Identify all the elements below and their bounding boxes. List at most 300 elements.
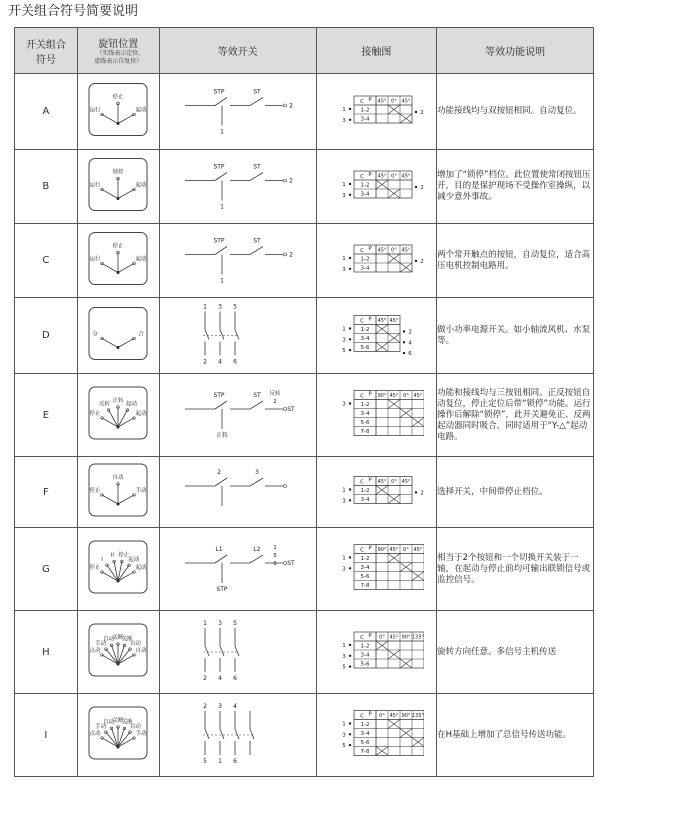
terminal-dot: [403, 330, 405, 332]
function-description: 增加了“锁停”档位。此位置使常闭按钮压开，目的是保护现场不受操作室操纵，以减少意外事故。: [437, 150, 594, 224]
pair-label: 3-4: [360, 265, 370, 272]
pair-label: 3-4: [360, 731, 370, 737]
angle-label: 90°: [377, 393, 387, 399]
contact-diagram: [328, 528, 424, 606]
switch-label: 2: [272, 399, 277, 405]
pair-label: 1-2: [360, 182, 370, 189]
knob-label: 起动: [135, 256, 147, 263]
terminal-dot: [349, 556, 351, 558]
knob-label: 停止: [112, 94, 124, 101]
knob-label: 起动: [135, 411, 147, 418]
terminal-dot: [349, 567, 351, 569]
pair-label: 1-2: [360, 488, 370, 494]
terminal-label: 5: [342, 743, 347, 750]
knob-diagram: [85, 457, 151, 523]
angle-label: 0°: [403, 393, 410, 399]
contact-blade: [220, 646, 224, 656]
contact-diagram: [328, 150, 424, 219]
terminal-label: 2: [408, 329, 413, 336]
knob-arm: [118, 649, 130, 664]
knob-arm: [106, 649, 118, 664]
angle-label: 45°: [377, 247, 387, 254]
grid-corner-label: C: [360, 99, 365, 105]
switch-blade: [215, 247, 227, 255]
terminal-label: ST: [286, 560, 295, 567]
knob-stop: [101, 654, 104, 657]
equiv-switch-diagram: [175, 374, 301, 452]
grid-corner-label: C: [360, 248, 365, 254]
switch-blade: [250, 555, 263, 563]
knob-arm: [118, 338, 134, 347]
equiv-switch-diagram: [175, 694, 301, 772]
pair-label: 1-2: [360, 643, 370, 650]
equiv-switch-cell: [159, 374, 316, 457]
equiv-switch-diagram: [175, 224, 301, 293]
switch-label: ST: [252, 237, 261, 245]
terminal-dot: [349, 665, 351, 667]
knob-label: 停止: [89, 488, 101, 495]
equiv-switch-diagram: [175, 457, 301, 523]
pair-label: 3-4: [360, 191, 370, 198]
pair-label: 3-4: [360, 565, 370, 571]
terminal-dot: [415, 260, 417, 262]
grid-corner-label: P: [368, 172, 373, 178]
knob-label: 停止: [118, 552, 130, 559]
terminal-label: 1: [342, 555, 347, 562]
pair-label: 5-6: [360, 345, 370, 351]
knob-label: 关断: [112, 635, 124, 641]
row-symbol: D: [15, 298, 78, 374]
switch-label: 反转: [269, 391, 281, 397]
switch-label: ST: [252, 392, 261, 399]
terminal-label: 5: [202, 758, 207, 765]
function-description: 在H基础上增加了总信号传送功能。: [437, 694, 594, 777]
contact-cell: [316, 224, 437, 298]
terminal-label: 3: [342, 566, 347, 573]
knob-label: 点动: [89, 648, 101, 655]
knob-label: 起动: [126, 401, 138, 408]
knob-arm: [102, 338, 118, 347]
angle-label: 90°: [401, 634, 411, 641]
switch-label: 3: [254, 469, 259, 476]
table-row: [15, 528, 594, 611]
knob-stop: [133, 337, 136, 340]
terminal-label: 1: [342, 487, 347, 494]
terminal-dot: [349, 722, 351, 724]
switch-blade: [215, 478, 227, 486]
terminal-dot: [403, 341, 405, 343]
knob-label: 起动: [135, 565, 147, 572]
equiv-switch-cell: [159, 150, 316, 224]
knob-label: 合: [138, 331, 144, 338]
knob-diagram: [85, 374, 151, 452]
knob-label: 运行: [89, 107, 101, 114]
angle-label: 90°: [401, 713, 411, 719]
terminal: [283, 253, 286, 256]
switch-label: STP: [213, 163, 225, 171]
contact-diagram: [328, 374, 424, 452]
terminal-label: 3: [217, 703, 222, 710]
table-row: [15, 150, 594, 224]
knob-label: I: [101, 557, 104, 564]
knob-diagram: [85, 694, 151, 772]
terminal-label: 5: [342, 348, 347, 355]
grid-corner-label: P: [368, 711, 373, 718]
switch-label: ST: [252, 163, 261, 171]
contact-blade: [205, 646, 209, 656]
table-row: [15, 298, 594, 374]
terminal-label: 4: [408, 340, 413, 347]
row-symbol: B: [15, 150, 78, 224]
contact-cell: [316, 611, 437, 694]
pair-label: 3-4: [360, 116, 370, 123]
knob-diagram: [85, 611, 151, 689]
terminal-label: 1: [217, 758, 222, 765]
terminal-dot: [349, 733, 351, 735]
contact-cell: [316, 457, 437, 528]
terminal-label: 4: [217, 358, 222, 366]
contact-blade: [205, 330, 209, 340]
pair-label: 5-6: [360, 661, 370, 668]
angle-label: 45°: [401, 247, 411, 254]
terminal-label: 3: [342, 117, 347, 124]
contact-blade: [250, 729, 254, 739]
equiv-switch-cell: [159, 298, 316, 374]
pair-label: 5-6: [360, 740, 370, 746]
terminal-label: 1: [219, 128, 224, 136]
angle-label: 45°: [389, 634, 399, 641]
knob-label: 关断: [122, 719, 134, 726]
knob-arm: [118, 114, 134, 123]
terminal-dot: [349, 349, 351, 351]
row-symbol: F: [15, 457, 78, 528]
knob-arm: [102, 572, 118, 581]
terminal-dot: [415, 491, 417, 493]
terminal-label: 6: [232, 758, 237, 765]
terminal-label: 1: [342, 256, 347, 262]
angle-label: 45°: [389, 713, 399, 719]
knob-label: II: [110, 552, 115, 559]
angle-label: 45°: [377, 98, 387, 105]
equiv-switch-cell: [159, 74, 316, 150]
terminal-label: 1: [219, 203, 224, 211]
knob-label: 起动: [128, 557, 140, 564]
grid-corner-label: C: [360, 174, 365, 180]
contact-cell: [316, 74, 437, 150]
knob-label: 自动: [135, 648, 147, 655]
knob-diagram: [85, 74, 151, 145]
grid-corner-label: P: [368, 545, 373, 552]
knob-stop: [106, 564, 109, 567]
pair-label: 1-2: [360, 327, 370, 333]
terminal-dot: [349, 499, 351, 501]
knob-diagram: [85, 224, 151, 293]
switch-label: STP: [213, 237, 225, 245]
switch-blade: [215, 173, 227, 181]
knob-label: 手动: [135, 488, 147, 495]
terminal-label: 正转: [215, 432, 228, 439]
grid-corner-label: P: [368, 633, 373, 639]
contact-cell: [316, 298, 437, 374]
grid-corner-label: P: [368, 97, 373, 103]
pair-label: 5-6: [360, 420, 370, 426]
switch-blade: [250, 173, 263, 181]
angle-label: 45°: [389, 318, 399, 324]
knob-cell: [77, 150, 159, 224]
knob-stop: [101, 417, 104, 420]
terminal-dot: [349, 108, 351, 110]
knob-label: 自动: [103, 719, 115, 726]
pair-label: 3-4: [360, 652, 370, 659]
terminal-label: 1: [342, 326, 347, 333]
contact-diagram: [328, 694, 424, 772]
knob-label: 分: [92, 331, 98, 338]
knob-label: 反转: [99, 401, 111, 408]
page-title: 开关组合符号简要说明: [8, 4, 139, 19]
contact-blade: [220, 729, 224, 739]
terminal-dot: [349, 744, 351, 746]
knob-diagram: [85, 298, 151, 369]
knob-arm: [118, 732, 130, 747]
table-row: [15, 74, 594, 150]
switch-blade: [250, 478, 263, 486]
contact-diagram: [328, 457, 424, 523]
switch-label: 5: [272, 553, 277, 559]
terminal-label: 1: [342, 643, 347, 649]
angle-label: 0°: [379, 634, 386, 641]
terminal-label: 2: [202, 358, 207, 366]
pair-label: 1-2: [360, 402, 370, 408]
angle-label: 45°: [377, 479, 387, 485]
contact-diagram: [328, 298, 424, 369]
pair-label: 3-4: [360, 411, 370, 417]
angle-label: 0°: [403, 547, 410, 553]
contact-cell: [316, 374, 437, 457]
terminal-label: 3: [217, 620, 222, 627]
knob-diagram: [85, 528, 151, 606]
knob-arm: [118, 263, 134, 272]
equiv-switch-cell: [159, 224, 316, 298]
grid-corner-label: P: [368, 477, 373, 484]
pair-label: 1-2: [360, 256, 370, 263]
knob-stop: [101, 337, 104, 340]
knob-stop: [105, 731, 108, 734]
angle-label: 0°: [391, 479, 398, 485]
switch-label: STP: [213, 392, 225, 399]
knob-cell: [77, 298, 159, 374]
terminal-dot: [349, 402, 351, 404]
terminal: [283, 104, 286, 107]
terminal-label: 1: [202, 620, 207, 627]
pair-label: 7-8: [360, 429, 370, 435]
row-symbol: C: [15, 224, 78, 298]
knob-label: 关断: [122, 636, 134, 643]
knob-stop: [129, 648, 132, 651]
knob-cell: [77, 611, 159, 694]
angle-label: 0°: [391, 98, 398, 105]
terminal-label: 4: [232, 703, 237, 710]
terminal-dot: [349, 655, 351, 657]
switch-label: L2: [253, 546, 261, 553]
terminal-label: 2: [420, 185, 425, 191]
knob-arm: [102, 263, 118, 272]
knob-label: 自动: [130, 724, 142, 731]
equiv-switch-cell: [159, 694, 316, 777]
knob-stop: [129, 731, 132, 734]
switch-blade: [215, 401, 227, 409]
table-row: [15, 694, 594, 777]
grid-corner-label: P: [368, 316, 373, 323]
angle-label: 45°: [389, 547, 399, 553]
grid-corner-label: C: [360, 393, 365, 400]
contact-blade: [235, 646, 239, 656]
function-description: 做小功率电源开关。如小轴流风机、水泵等。: [437, 298, 594, 374]
terminal-label: 3: [342, 732, 347, 739]
function-description: 两个常开触点的按钮，自动复位，适合高压电机控制电路用。: [437, 224, 594, 298]
equiv-switch-diagram: [175, 150, 301, 219]
knob-label: 起动: [135, 107, 147, 114]
function-description: 功能接线均与双按钮相同。自动复位。: [437, 74, 594, 150]
terminal-dot: [349, 194, 351, 196]
angle-label: 45°: [389, 393, 399, 399]
angle-label: 135°: [412, 634, 425, 641]
table-row: [15, 457, 594, 528]
table-row: [15, 611, 594, 694]
header-contact: 接触图: [316, 28, 437, 74]
equiv-switch-cell: [159, 611, 316, 694]
equiv-switch-cell: [159, 528, 316, 611]
knob-cell: [77, 457, 159, 528]
contact-blade: [220, 330, 224, 340]
knob-cell: [77, 528, 159, 611]
terminal-label: 5: [232, 620, 237, 627]
angle-label: 135°: [412, 713, 425, 719]
terminal-label: 2: [288, 251, 293, 259]
terminal-label: 3: [342, 498, 347, 505]
terminal-dot: [349, 183, 351, 185]
equiv-switch-diagram: [175, 298, 301, 369]
terminal-label: 6: [232, 675, 237, 682]
knob-cell: [77, 74, 159, 150]
header-equiv-switch: 等效开关: [159, 28, 316, 74]
terminal-label: 3: [217, 303, 222, 311]
terminal-label: 1: [342, 721, 347, 728]
knob-label: 运行: [89, 182, 101, 189]
pair-label: 5-6: [360, 574, 370, 580]
terminal-dot: [403, 352, 405, 354]
row-symbol: I: [15, 694, 78, 777]
switch-label: 6: [272, 561, 277, 567]
terminal-label: 2: [288, 102, 293, 110]
grid-corner-label: C: [360, 547, 365, 554]
pair-label: 1-2: [360, 556, 370, 562]
contact-blade: [235, 330, 239, 340]
equiv-switch-cell: [159, 457, 316, 528]
terminal-label: 1: [219, 277, 224, 285]
terminal-label: 3: [342, 192, 347, 199]
contact-diagram: [328, 74, 424, 145]
equiv-switch-diagram: [175, 528, 301, 606]
header-symbol: 开关组合 符号: [15, 28, 78, 74]
grid-corner-label: C: [360, 479, 365, 486]
grid-corner-label: C: [360, 318, 365, 325]
angle-label: 45°: [377, 318, 387, 324]
contact-diagram: [328, 224, 424, 293]
knob-cell: [77, 374, 159, 457]
switch-label: 1: [272, 545, 277, 551]
knob-arm: [102, 495, 118, 504]
equiv-switch-diagram: [175, 611, 301, 689]
knob-label: 停止: [89, 411, 101, 418]
terminal-dot: [349, 257, 351, 259]
terminal-dot: [349, 327, 351, 329]
switch-label: 2: [216, 469, 221, 476]
knob-label: 锁停: [112, 169, 124, 176]
switch-label: ST: [252, 88, 261, 96]
knob-arm: [118, 572, 134, 581]
angle-label: 45°: [401, 173, 411, 180]
angle-label: 90°: [377, 547, 387, 553]
terminal-dot: [349, 268, 351, 270]
knob-cell: [77, 224, 159, 298]
terminal-dot: [349, 644, 351, 646]
knob-label: 点动: [89, 731, 101, 738]
angle-label: 45°: [413, 393, 423, 399]
table-row: [15, 374, 594, 457]
terminal-dot: [415, 186, 417, 188]
terminal: [283, 408, 286, 411]
contact-diagram: [328, 611, 424, 689]
contact-blade: [235, 729, 239, 739]
knob-label: 手动: [95, 724, 107, 731]
function-description: 功能和接线均与三按钮相同。正反按钮自动复位，停止定位后带“锁停”功能。运行操作后解除“锁停”，此开关避免正、反两起动器同时吸合。同时适用于“Y-△”起动电路。: [437, 374, 594, 457]
function-description: 旋转方向任意。多信号主机传送: [437, 611, 594, 694]
pair-label: 1-2: [360, 722, 370, 728]
knob-label: 停止: [89, 565, 101, 572]
knob-arm: [106, 732, 118, 747]
knob-stop: [101, 262, 104, 265]
knob-label: 运行: [89, 256, 101, 263]
row-symbol: E: [15, 374, 78, 457]
knob-label: 关断: [112, 718, 124, 724]
row-symbol: H: [15, 611, 78, 694]
terminal-label: STP: [216, 586, 228, 593]
knob-arm: [118, 495, 134, 504]
contact-cell: [316, 528, 437, 611]
header-row: [15, 28, 594, 74]
symbol-table: [14, 27, 594, 777]
contact-cell: [316, 150, 437, 224]
knob-stop: [101, 737, 104, 740]
terminal-label: 2: [420, 490, 425, 497]
switch-blade: [215, 98, 227, 106]
pair-label: 7-8: [360, 583, 370, 589]
contact-cell: [316, 694, 437, 777]
row-symbol: A: [15, 74, 78, 150]
knob-label: 手动: [135, 731, 147, 738]
angle-label: 45°: [401, 98, 411, 105]
terminal-dot: [415, 111, 417, 113]
knob-stop: [101, 494, 104, 497]
knob-label: 起动: [135, 182, 147, 189]
terminal-label: 3: [342, 337, 347, 344]
terminal-dot: [349, 119, 351, 121]
terminal-label: 6: [232, 358, 237, 366]
angle-label: 0°: [391, 173, 398, 180]
equiv-switch-diagram: [175, 74, 301, 145]
pair-label: 3-4: [360, 336, 370, 342]
knob-label: 停止: [112, 243, 124, 250]
